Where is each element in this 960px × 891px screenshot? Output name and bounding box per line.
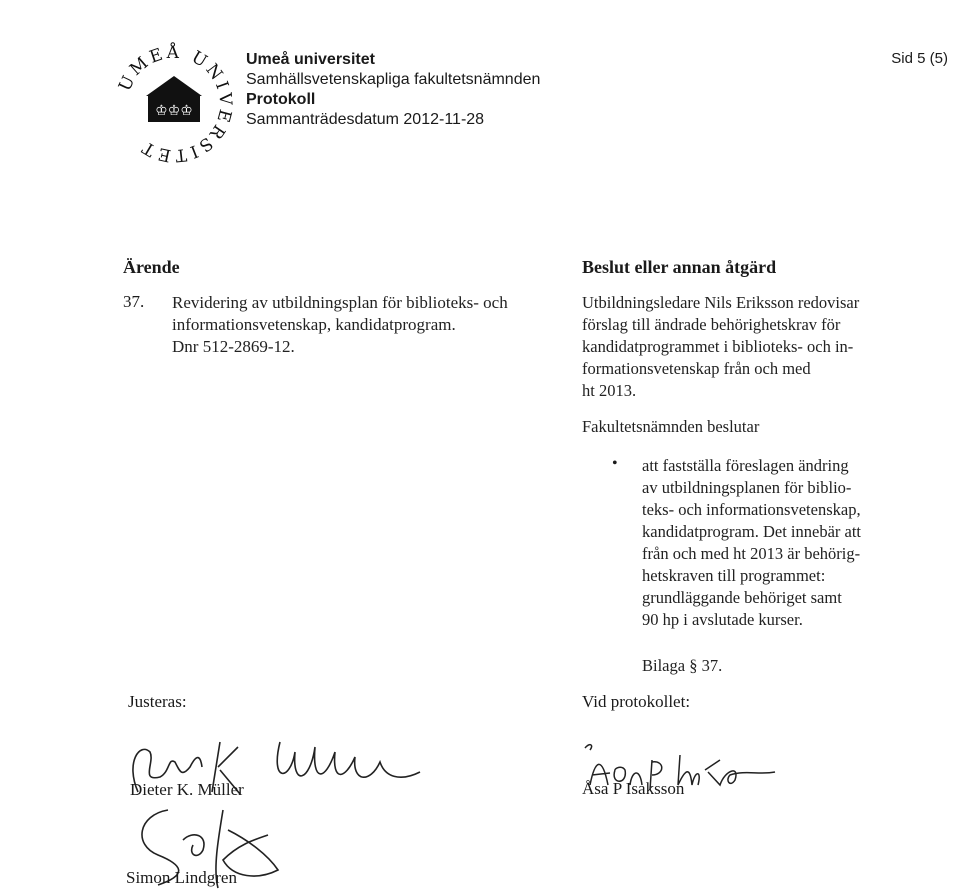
item-number: 37. bbox=[123, 292, 145, 311]
signer-3-name: Åsa P Isaksson bbox=[582, 779, 685, 798]
svg-text:UMEÅ UNIVERSITET: UMEÅ UNIVERSITET bbox=[115, 42, 236, 166]
signer-2-name: Simon Lindgren bbox=[126, 868, 237, 887]
item-description bbox=[172, 292, 572, 358]
bullet-line: 90 hp i avslutade kurser. bbox=[642, 610, 803, 629]
svg-text:♔♔♔: ♔♔♔ bbox=[155, 103, 193, 119]
paragraph-line: formationsvetenskap från och med bbox=[582, 359, 811, 378]
decision-bullet bbox=[642, 455, 861, 631]
item-line: Dnr 512-2869-12. bbox=[172, 337, 295, 356]
bullet-line: kandidatprogram. Det innebär att bbox=[642, 522, 862, 541]
board-name: Samhällsvetenskapliga fakultetsnämnden bbox=[246, 71, 541, 88]
paragraph-line: ht 2013. bbox=[582, 381, 637, 400]
decision-paragraph-2: Fakultetsnämnden beslutar bbox=[582, 417, 760, 436]
signer-1-name: Dieter K. Müller bbox=[130, 780, 244, 799]
decision-paragraph-1 bbox=[582, 292, 859, 402]
page-number: Sid 5 (5) bbox=[891, 50, 948, 67]
bullet-line: från och med ht 2013 är behörig- bbox=[642, 544, 861, 563]
bullet-line: grundläggande behöriget samt bbox=[642, 588, 842, 607]
paragraph-line: förslag till ändrade behörighetskrav för bbox=[582, 315, 841, 334]
bullet-line: av utbildningsplanen för biblio- bbox=[642, 478, 852, 497]
bullet-line: teks- och informationsvetenskap, bbox=[642, 500, 861, 519]
paragraph-line: Utbildningsledare Nils Eriksson redovisar bbox=[582, 293, 860, 312]
university-name: Umeå universitet bbox=[246, 51, 375, 68]
paragraph-line: kandidatprogrammet i biblioteks- och in- bbox=[582, 337, 854, 356]
bullet-line: att fastställa föreslagen ändring bbox=[642, 456, 849, 475]
attachment-reference: Bilaga § 37. bbox=[642, 656, 723, 675]
vid-protokollet-label: Vid protokollet: bbox=[582, 692, 691, 711]
beslut-heading: Beslut eller annan åtgärd bbox=[582, 257, 777, 277]
document-header bbox=[246, 50, 540, 130]
meeting-date: Sammanträdesdatum 2012-11-28 bbox=[246, 111, 485, 128]
doc-type: Protokoll bbox=[246, 91, 316, 108]
justeras-label: Justeras: bbox=[128, 692, 187, 711]
item-line: informationsvetenskap, kandidatprogram. bbox=[172, 315, 456, 334]
bullet-line: hetskraven till programmet: bbox=[642, 566, 826, 585]
arende-heading: Ärende bbox=[123, 257, 180, 277]
bullet-icon: • bbox=[612, 455, 618, 472]
item-line: Revidering av utbildningsplan för biblioteks- och bbox=[172, 293, 508, 312]
university-seal-logo bbox=[108, 38, 240, 170]
